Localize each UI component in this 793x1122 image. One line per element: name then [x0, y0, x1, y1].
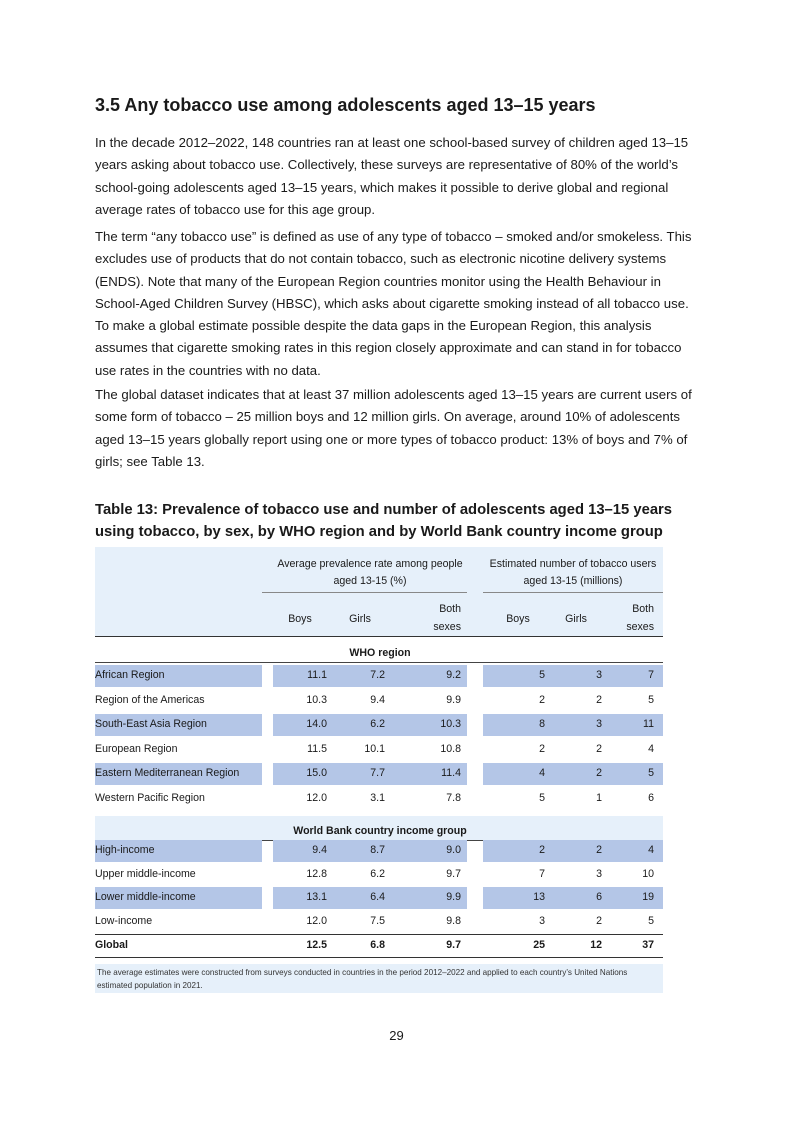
- cell-p-both: 11.4: [441, 767, 461, 779]
- cell-p-girls: 6.8: [370, 939, 385, 951]
- cell-p-boys: 12.5: [306, 939, 327, 951]
- row-label: Upper middle-income: [95, 867, 196, 880]
- cell-n-boys: 25: [533, 939, 545, 951]
- cell-p-boys: 9.4: [312, 844, 327, 856]
- cell-n-girls: 6: [596, 891, 602, 903]
- cell-p-boys: 12.0: [306, 914, 327, 927]
- cell-n-girls: 2: [596, 693, 602, 706]
- row-label: Eastern Mediterranean Region: [95, 767, 240, 779]
- cell-n-boys: 2: [539, 693, 545, 706]
- prevalence-group-header-line2: aged 13-15 (%): [333, 575, 407, 587]
- cell-p-boys: 10.3: [306, 693, 327, 706]
- cell-p-girls: 10.1: [364, 742, 385, 755]
- cell-p-girls: 6.4: [370, 891, 385, 903]
- section-heading: 3.5 Any tobacco use among adolescents aged 13–15 years: [95, 95, 596, 115]
- cell-n-both: 7: [648, 669, 654, 681]
- row-label: Region of the Americas: [95, 693, 205, 706]
- cell-n-boys: 13: [533, 891, 545, 903]
- cell-n-boys: 5: [539, 669, 545, 681]
- row-label: South-East Asia Region: [95, 718, 207, 730]
- column-header-prev-girls: Girls: [349, 613, 371, 625]
- paragraph-3: The global dataset indicates that at least 37 million adolescents aged 13–15 years are current users of some form of tobacco – 25 million boys and 12 million girls. On average, around 10% of adolescents aged 13–15 years globally report using one or more types of tobacco product: 13% of boys and 7% of girls; see Table 13.: [95, 387, 692, 469]
- cell-p-both: 9.7: [446, 939, 461, 951]
- table-title: Table 13: Prevalence of tobacco use and number of adolescents aged 13–15 years using tobacco, by sex, by WHO region and by World Bank country income group: [95, 502, 673, 540]
- cell-n-both: 6: [648, 791, 654, 804]
- row-label: Global: [95, 939, 128, 951]
- cell-p-girls: 7.7: [370, 767, 385, 779]
- cell-p-both: 9.8: [446, 914, 461, 927]
- cell-n-girls: 3: [596, 718, 602, 730]
- table-note: The average estimates were constructed from surveys conducted in countries in the period 2012–2022 and applied to each country’s United Nations estimated population in 2021.: [97, 968, 628, 990]
- cell-n-both: 5: [648, 693, 654, 706]
- column-header-prev-both-line2: sexes: [433, 621, 461, 633]
- cell-p-boys: 14.0: [306, 718, 327, 730]
- cell-n-both: 5: [648, 767, 654, 779]
- cell-p-boys: 11.5: [307, 742, 327, 755]
- data-table: [95, 547, 663, 993]
- row-label: Western Pacific Region: [95, 791, 205, 804]
- column-header-num-boys: Boys: [506, 613, 530, 625]
- cell-p-boys: 12.8: [306, 867, 327, 880]
- row-label: European Region: [95, 742, 178, 755]
- cell-p-girls: 7.2: [370, 669, 385, 681]
- cell-p-both: 10.8: [440, 742, 461, 755]
- cell-p-boys: 13.1: [306, 891, 327, 903]
- cell-p-both: 9.0: [446, 844, 461, 856]
- cell-n-both: 19: [642, 891, 654, 903]
- who-section-rule: [95, 662, 663, 663]
- cell-n-both: 10: [642, 867, 654, 880]
- cell-n-girls: 3: [596, 867, 602, 880]
- cell-p-girls: 7.5: [370, 914, 385, 927]
- cell-p-both: 9.9: [446, 891, 461, 903]
- cell-n-both: 5: [648, 914, 654, 927]
- cell-n-girls: 2: [596, 914, 602, 927]
- cell-p-both: 7.8: [446, 791, 461, 804]
- column-header-num-both-line2: sexes: [626, 621, 654, 633]
- cell-n-boys: 7: [539, 867, 545, 880]
- paragraph-1: In the decade 2012–2022, 148 countries ran at least one school-based survey of children aged 13–15 years asking about tobacco use. Collectively, these surveys are representative of 80% of the world’s school-going adolescents aged 13–15 years, which makes it possible to derive global and regional average rates of tobacco use for this age group.: [95, 135, 689, 217]
- page-number: 29: [389, 1028, 404, 1043]
- cell-p-boys: 15.0: [306, 767, 327, 779]
- cell-p-both: 9.2: [446, 669, 461, 681]
- cell-p-girls: 8.7: [370, 844, 385, 856]
- column-header-num-both-line1: Both: [632, 603, 654, 615]
- prevalence-header-rule: [273, 592, 467, 593]
- cell-n-both: 4: [648, 844, 654, 856]
- cell-n-girls: 12: [590, 939, 602, 951]
- cell-n-boys: 2: [539, 844, 545, 856]
- cell-n-girls: 1: [596, 791, 602, 804]
- header-rule-spacer: [262, 592, 273, 593]
- cell-p-boys: 11.1: [307, 669, 327, 681]
- cell-n-girls: 2: [596, 767, 602, 779]
- column-header-prev-boys: Boys: [288, 613, 312, 625]
- header-bottom-rule: [95, 636, 663, 637]
- cell-n-both: 4: [648, 742, 654, 755]
- cell-p-girls: 6.2: [370, 867, 385, 880]
- table-note-box: [95, 964, 663, 993]
- cell-n-both: 37: [642, 939, 654, 951]
- cell-n-girls: 3: [596, 669, 602, 681]
- cell-p-boys: 12.0: [306, 791, 327, 804]
- wb-section-header: World Bank country income group: [293, 825, 467, 837]
- cell-n-boys: 5: [539, 791, 545, 804]
- cell-p-both: 10.3: [440, 718, 461, 730]
- row-label: Lower middle-income: [95, 891, 196, 903]
- global-top-rule: [95, 934, 663, 935]
- cell-n-boys: 2: [539, 742, 545, 755]
- users-group-header-line2: aged 13-15 (millions): [523, 575, 623, 587]
- cell-n-both: 11: [643, 718, 654, 730]
- cell-p-girls: 3.1: [370, 791, 385, 804]
- row-label: Low-income: [95, 914, 153, 927]
- cell-n-boys: 8: [539, 718, 545, 730]
- cell-p-both: 9.7: [446, 867, 461, 880]
- cell-p-both: 9.9: [446, 693, 461, 706]
- users-group-header-line1: Estimated number of tobacco users: [489, 558, 657, 570]
- row-label: High-income: [95, 844, 155, 856]
- cell-n-girls: 2: [596, 844, 602, 856]
- users-header-rule: [483, 592, 663, 593]
- cell-n-girls: 2: [596, 742, 602, 755]
- cell-p-girls: 9.4: [370, 693, 385, 706]
- row-label: African Region: [95, 669, 165, 681]
- cell-p-girls: 6.2: [370, 718, 385, 730]
- paragraph-2: The term “any tobacco use” is defined as use of any type of tobacco – smoked and/or smokeless. This excludes use of products that do not contain tobacco, such as electronic nicotine delivery systems (ENDS). Note that many of the European Region countries monitor using the Health Behaviour in School-Aged Children Survey (HBSC), which asks about cigarette smoking instead of all tobacco use. To make a global estimate possible despite the data gaps in the European Region, this analysis assumes that cigarette smoking rates in this region closely approximate and can stand in for tobacco use rates in the countries with no data.: [95, 229, 692, 378]
- who-section-header: WHO region: [349, 647, 411, 659]
- prevalence-group-header-line1: Average prevalence rate among people: [277, 558, 463, 570]
- column-header-num-girls: Girls: [565, 613, 587, 625]
- cell-n-boys: 4: [539, 767, 545, 779]
- cell-n-boys: 3: [539, 914, 545, 927]
- column-header-prev-both-line1: Both: [439, 603, 461, 615]
- global-bottom-rule: [95, 957, 663, 958]
